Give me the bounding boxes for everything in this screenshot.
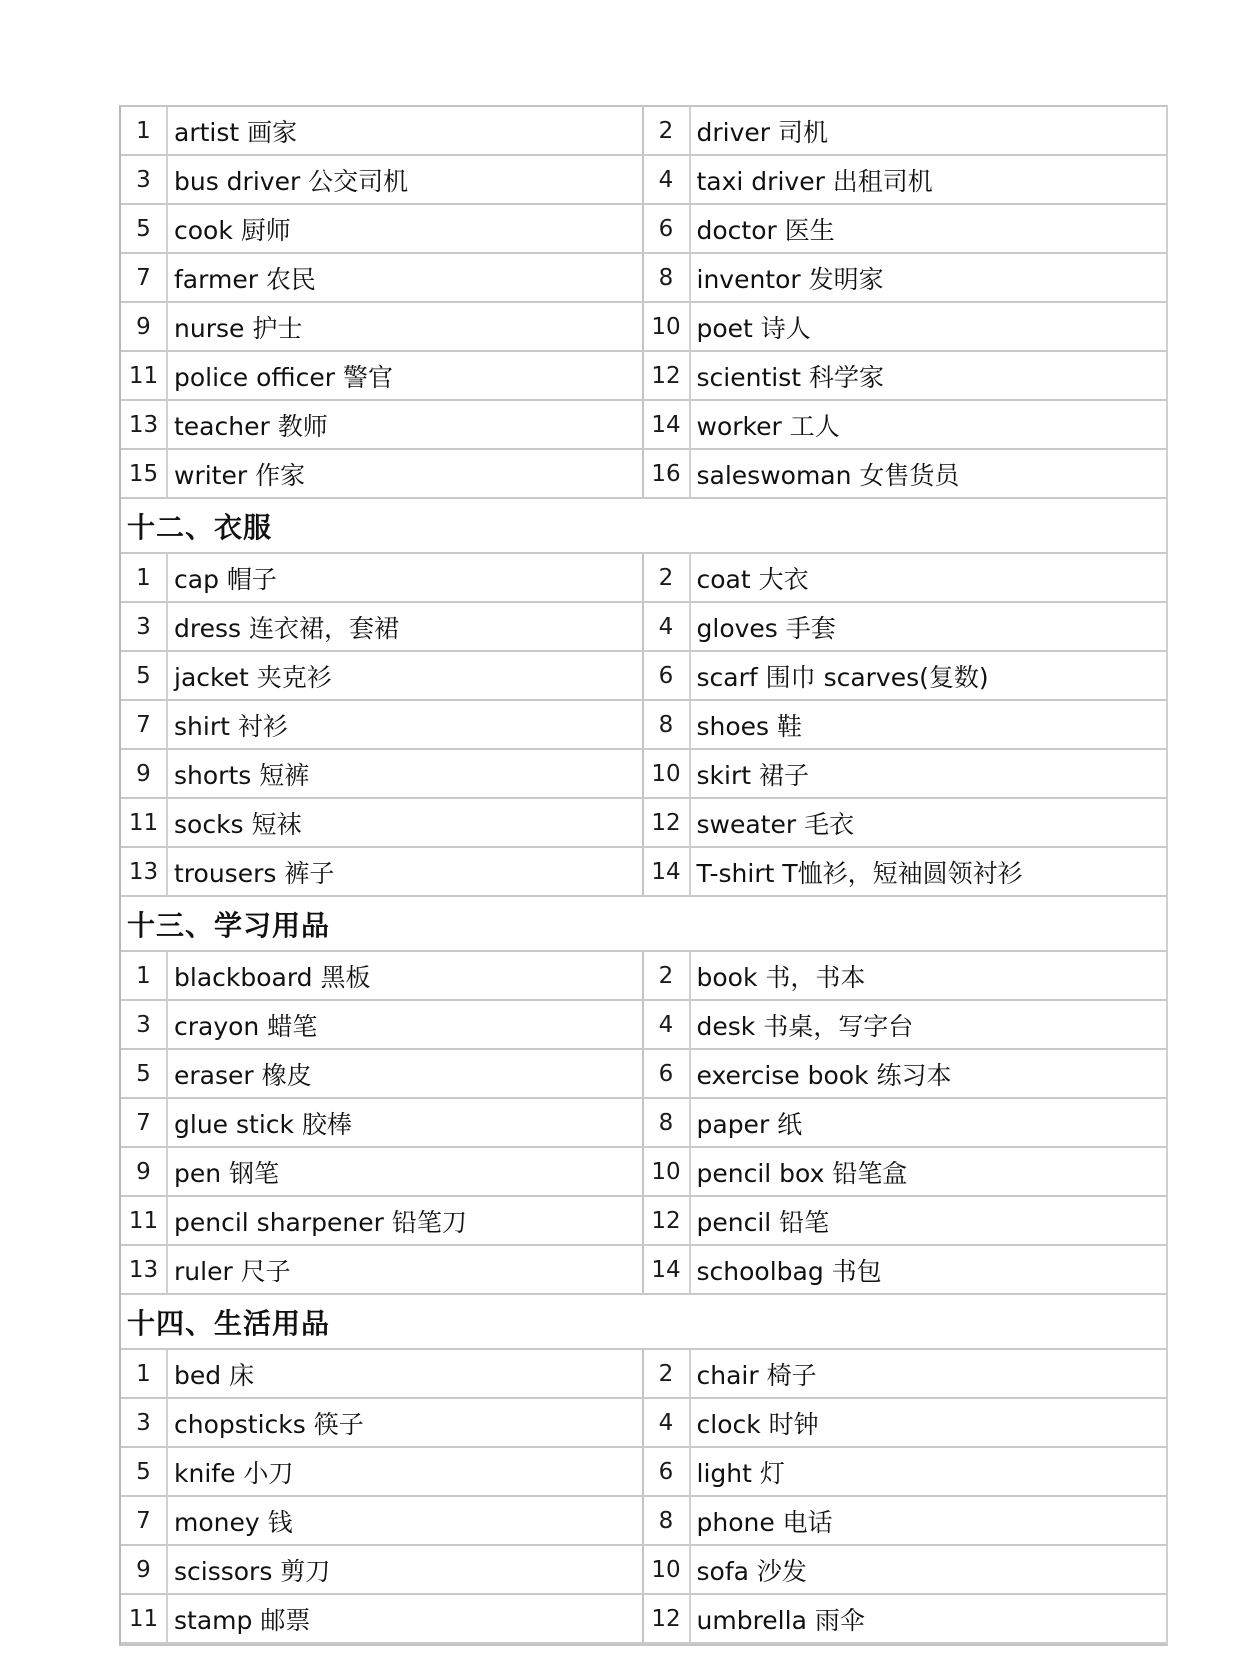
entry-word: eraser 橡皮 — [174, 1060, 312, 1090]
table-row — [121, 1001, 1166, 1050]
vocab-entry — [121, 1001, 644, 1048]
table-row — [121, 1350, 1166, 1399]
entry-word: shorts 短裤 — [174, 760, 310, 790]
entry-number: 12 — [644, 799, 691, 846]
vocab-entry — [644, 205, 1167, 252]
entry-word: writer 作家 — [174, 460, 306, 490]
entry-word: saleswoman 女售货员 — [696, 460, 960, 490]
entry-word: ruler 尺子 — [174, 1256, 291, 1286]
table-row — [121, 401, 1166, 450]
entry-number: 3 — [121, 603, 168, 650]
entry-word: trousers 裤子 — [174, 858, 335, 888]
entry-word: pencil 铅笔 — [696, 1207, 830, 1237]
entry-word: shoes 鞋 — [696, 711, 803, 741]
entry-word: driver 司机 — [696, 117, 828, 147]
table-row — [121, 1546, 1166, 1595]
entry-number: 7 — [121, 701, 168, 748]
entry-number: 3 — [121, 156, 168, 203]
entry-number: 5 — [121, 652, 168, 699]
entry-word: nurse 护士 — [174, 313, 303, 343]
vocab-entry — [121, 1448, 644, 1495]
vocab-entry — [644, 352, 1167, 399]
entry-number: 3 — [121, 1001, 168, 1048]
table-row — [121, 952, 1166, 1001]
entry-number: 11 — [121, 1197, 168, 1244]
vocab-entry — [121, 554, 644, 601]
entry-number: 4 — [644, 156, 691, 203]
entry-number: 9 — [121, 750, 168, 797]
entry-word: paper 纸 — [696, 1109, 803, 1139]
vocab-entry — [644, 1595, 1167, 1642]
vocab-entry — [644, 848, 1167, 895]
vocab-entry — [121, 1497, 644, 1544]
entry-number: 2 — [644, 107, 691, 154]
table-row — [121, 1595, 1166, 1644]
vocab-entry — [121, 603, 644, 650]
table-row — [121, 799, 1166, 848]
entry-number: 4 — [644, 603, 691, 650]
vocab-entry — [644, 156, 1167, 203]
vocab-entry — [121, 303, 644, 350]
section-heading: 十四、生活用品 — [121, 1295, 1166, 1350]
entry-number: 3 — [121, 1399, 168, 1446]
entry-number: 1 — [121, 107, 168, 154]
entry-word: doctor 医生 — [696, 215, 835, 245]
vocab-entry — [644, 1050, 1167, 1097]
table-row — [121, 107, 1166, 156]
entry-number: 6 — [644, 652, 691, 699]
entry-number: 8 — [644, 254, 691, 301]
entry-word: desk 书桌，写字台 — [696, 1011, 914, 1041]
table-row — [121, 1246, 1166, 1295]
entry-number: 7 — [121, 1497, 168, 1544]
entry-number: 8 — [644, 701, 691, 748]
vocab-entry — [644, 1350, 1167, 1397]
vocab-entry — [644, 1246, 1167, 1293]
entry-word: glue stick 胶棒 — [174, 1109, 352, 1139]
entry-word: cap 帽子 — [174, 564, 277, 594]
vocab-entry — [121, 401, 644, 448]
vocab-entry — [121, 652, 644, 699]
entry-number: 10 — [644, 303, 691, 350]
entry-word: artist 画家 — [174, 117, 298, 147]
entry-word: pen 钢笔 — [174, 1158, 280, 1188]
vocab-entry — [644, 554, 1167, 601]
entry-word: exercise book 练习本 — [696, 1060, 952, 1090]
table-row — [121, 352, 1166, 401]
entry-number: 1 — [121, 952, 168, 999]
vocab-entry — [644, 1197, 1167, 1244]
entry-word: poet 诗人 — [696, 313, 811, 343]
vocab-entry — [121, 1546, 644, 1593]
entry-number: 12 — [644, 352, 691, 399]
entry-number: 2 — [644, 1350, 691, 1397]
table-row — [121, 1050, 1166, 1099]
entry-word: sweater 毛衣 — [696, 809, 855, 839]
table-row — [121, 701, 1166, 750]
section-heading: 十二、衣服 — [121, 499, 1166, 554]
entry-number: 5 — [121, 1050, 168, 1097]
entry-number: 11 — [121, 799, 168, 846]
entry-word: clock 时钟 — [696, 1409, 819, 1439]
vocab-entry — [644, 652, 1167, 699]
vocab-entry — [121, 952, 644, 999]
entry-word: taxi driver 出租司机 — [696, 166, 933, 196]
entry-number: 4 — [644, 1399, 691, 1446]
table-row — [121, 750, 1166, 799]
entry-word: schoolbag 书包 — [696, 1256, 882, 1286]
entry-word: scarf 围巾 scarves(复数) — [696, 662, 989, 692]
entry-word: cook 厨师 — [174, 215, 291, 245]
table-row — [121, 603, 1166, 652]
entry-word: dress 连衣裙，套裙 — [174, 613, 399, 643]
entry-word: phone 电话 — [696, 1507, 833, 1537]
vocab-entry — [121, 1595, 644, 1642]
entry-number: 6 — [644, 1448, 691, 1495]
entry-number: 11 — [121, 1595, 168, 1642]
vocab-entry — [644, 1099, 1167, 1146]
vocab-entry — [121, 1246, 644, 1293]
table-row — [121, 450, 1166, 499]
entry-number: 14 — [644, 848, 691, 895]
entry-word: chopsticks 筷子 — [174, 1409, 364, 1439]
entry-number: 1 — [121, 1350, 168, 1397]
entry-word: book 书，书本 — [696, 962, 866, 992]
table-row — [121, 848, 1166, 897]
entry-word: blackboard 黑板 — [174, 962, 371, 992]
entry-word: sofa 沙发 — [696, 1556, 807, 1586]
entry-number: 1 — [121, 554, 168, 601]
vocab-entry — [121, 205, 644, 252]
entry-word: light 灯 — [696, 1458, 785, 1488]
entry-word: pencil box 铅笔盒 — [696, 1158, 908, 1188]
entry-number: 15 — [121, 450, 168, 497]
table-row — [121, 554, 1166, 603]
entry-number: 5 — [121, 1448, 168, 1495]
vocab-entry — [121, 107, 644, 154]
entry-number: 2 — [644, 554, 691, 601]
vocab-entry — [121, 156, 644, 203]
entry-word: crayon 蜡笔 — [174, 1011, 318, 1041]
entry-number: 10 — [644, 750, 691, 797]
vocab-entry — [121, 450, 644, 497]
section-heading: 十三、学习用品 — [121, 897, 1166, 952]
entry-word: umbrella 雨伞 — [696, 1605, 865, 1635]
vocab-entry — [121, 1148, 644, 1195]
entry-number: 9 — [121, 303, 168, 350]
entry-number: 8 — [644, 1497, 691, 1544]
entry-word: shirt 衬衫 — [174, 711, 288, 741]
table-row — [121, 254, 1166, 303]
entry-number: 13 — [121, 1246, 168, 1293]
table-row — [121, 1197, 1166, 1246]
vocab-entry — [121, 1099, 644, 1146]
table-row — [121, 1448, 1166, 1497]
vocab-entry — [121, 1350, 644, 1397]
entry-number: 8 — [644, 1099, 691, 1146]
vocab-entry — [644, 450, 1167, 497]
vocab-entry — [644, 750, 1167, 797]
vocab-entry — [644, 1546, 1167, 1593]
vocab-entry — [644, 1497, 1167, 1544]
entry-number: 13 — [121, 401, 168, 448]
entry-number: 13 — [121, 848, 168, 895]
vocab-entry — [644, 1148, 1167, 1195]
entry-number: 16 — [644, 450, 691, 497]
entry-number: 6 — [644, 1050, 691, 1097]
vocab-entry — [121, 352, 644, 399]
entry-number: 14 — [644, 401, 691, 448]
entry-word: scientist 科学家 — [696, 362, 884, 392]
entry-word: farmer 农民 — [174, 264, 316, 294]
vocab-entry — [644, 254, 1167, 301]
entry-number: 7 — [121, 254, 168, 301]
table-row — [121, 303, 1166, 352]
entry-number: 11 — [121, 352, 168, 399]
vocab-entry — [644, 401, 1167, 448]
vocab-entry — [121, 1197, 644, 1244]
entry-word: worker 工人 — [696, 411, 840, 441]
entry-number: 7 — [121, 1099, 168, 1146]
vocab-entry — [121, 750, 644, 797]
entry-word: bus driver 公交司机 — [174, 166, 409, 196]
vocab-entry — [644, 701, 1167, 748]
entry-word: chair 椅子 — [696, 1360, 817, 1390]
entry-word: coat 大衣 — [696, 564, 809, 594]
entry-word: T-shirt T恤衫，短袖圆领衬衫 — [696, 858, 1023, 888]
vocab-entry — [644, 303, 1167, 350]
table-row — [121, 1497, 1166, 1546]
entry-word: scissors 剪刀 — [174, 1556, 331, 1586]
entry-number: 5 — [121, 205, 168, 252]
vocabulary-table — [119, 105, 1168, 1646]
table-row — [121, 1099, 1166, 1148]
entry-number: 12 — [644, 1595, 691, 1642]
table-row — [121, 652, 1166, 701]
vocab-entry — [644, 952, 1167, 999]
vocab-entry — [121, 254, 644, 301]
entry-word: inventor 发明家 — [696, 264, 884, 294]
entry-word: stamp 邮票 — [174, 1605, 311, 1635]
entry-word: gloves 手套 — [696, 613, 836, 643]
table-row — [121, 205, 1166, 254]
entry-word: jacket 夹克衫 — [174, 662, 332, 692]
table-row — [121, 156, 1166, 205]
entry-word: pencil sharpener 铅笔刀 — [174, 1207, 467, 1237]
entry-word: money 钱 — [174, 1507, 293, 1537]
entry-number: 10 — [644, 1148, 691, 1195]
entry-number: 12 — [644, 1197, 691, 1244]
vocab-entry — [644, 1448, 1167, 1495]
entry-word: knife 小刀 — [174, 1458, 294, 1488]
entry-number: 9 — [121, 1148, 168, 1195]
table-row — [121, 1148, 1166, 1197]
vocab-entry — [644, 1001, 1167, 1048]
entry-word: skirt 裙子 — [696, 760, 809, 790]
entry-number: 2 — [644, 952, 691, 999]
entry-word: bed 床 — [174, 1360, 255, 1390]
vocab-entry — [121, 848, 644, 895]
vocab-entry — [644, 603, 1167, 650]
entry-word: teacher 教师 — [174, 411, 328, 441]
vocab-entry — [644, 799, 1167, 846]
entry-number: 10 — [644, 1546, 691, 1593]
entry-number: 14 — [644, 1246, 691, 1293]
vocab-entry — [644, 1399, 1167, 1446]
entry-word: police officer 警官 — [174, 362, 393, 392]
vocab-entry — [121, 1050, 644, 1097]
entry-number: 4 — [644, 1001, 691, 1048]
vocab-entry — [121, 799, 644, 846]
vocab-entry — [644, 107, 1167, 154]
entry-word: socks 短袜 — [174, 809, 302, 839]
entry-number: 6 — [644, 205, 691, 252]
table-row — [121, 1399, 1166, 1448]
entry-number: 9 — [121, 1546, 168, 1593]
vocab-entry — [121, 1399, 644, 1446]
vocab-entry — [121, 701, 644, 748]
